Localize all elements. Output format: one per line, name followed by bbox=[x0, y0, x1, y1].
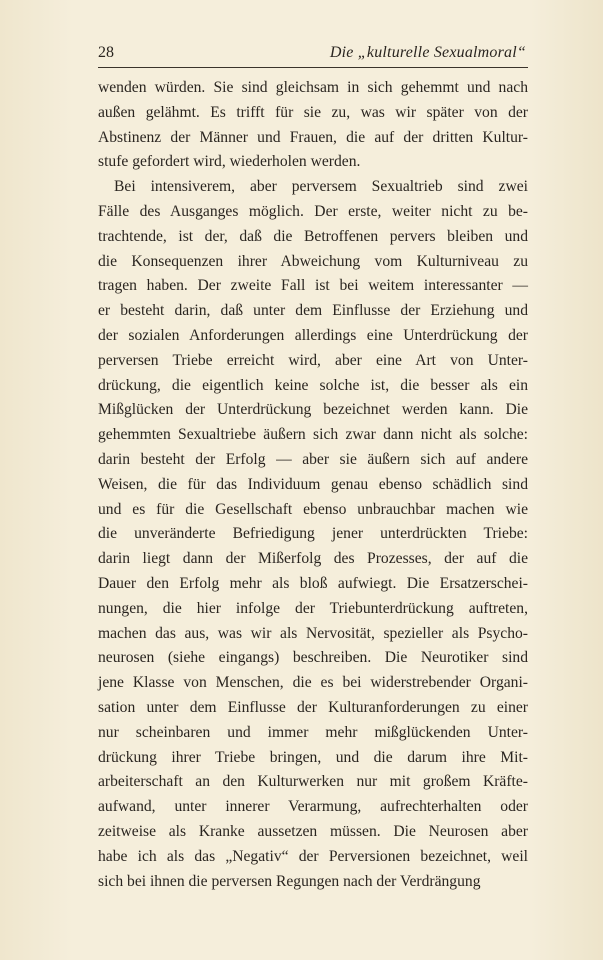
header-rule bbox=[98, 67, 528, 68]
text-line: darin liegt dann der Mißerfolg des Prozesses, der auf die bbox=[98, 550, 528, 568]
text-line: nungen, die hier infolge der Triebunterdrückung auftreten, bbox=[98, 599, 528, 617]
body-text bbox=[98, 76, 528, 894]
text-line: die unveränderte Befriedigung jener unterdrückten Triebe: bbox=[98, 525, 528, 543]
text-line: Weisen, die für das Individuum genau ebenso schädlich sind bbox=[98, 475, 528, 493]
running-title: Die „kulturelle Sexualmoral“ bbox=[329, 44, 526, 61]
text-line: drückung ihrer Triebe bringen, und die darum ihre Mit- bbox=[98, 748, 528, 766]
text-line: Mißglücken der Unterdrückung bezeichnet werden kann. Die bbox=[98, 401, 528, 419]
text-line: stufe gefordert wird, wiederholen werden. bbox=[98, 153, 361, 171]
text-line: und es für die Gesellschaft ebenso unbrauchbar machen wie bbox=[98, 500, 528, 518]
text-line: perversen Triebe erreicht wird, aber eine Art von Unter- bbox=[98, 351, 528, 369]
text-line: tragen haben. Der zweite Fall ist bei weitem interessanter — bbox=[98, 277, 528, 295]
page-number: 28 bbox=[98, 44, 114, 61]
text-line: habe ich als das „Negativ“ der Perversionen bezeichnet, weil bbox=[98, 847, 528, 865]
text-line: außen gelähmt. Es trifft für sie zu, was wir später von der bbox=[98, 103, 528, 121]
page-header bbox=[98, 44, 526, 68]
text-line: machen das aus, was wir als Nervosität, spezieller als Psycho- bbox=[98, 624, 528, 642]
text-line: wenden würden. Sie sind gleichsam in sich gehemmt und nach bbox=[98, 79, 528, 96]
text-line: Abstinenz der Männer und Frauen, die auf der dritten Kultur- bbox=[98, 128, 528, 146]
text-line: die Konsequenzen ihrer Abweichung vom Kulturniveau zu bbox=[98, 252, 528, 270]
text-line: sich bei ihnen die perversen Regungen nach der Verdrängung bbox=[98, 872, 481, 890]
text-line: trachtende, ist der, daß die Betroffenen pervers bleiben und bbox=[98, 227, 528, 245]
text-line: arbeiterschaft an den Kulturwerken nur mit großem Kräfte- bbox=[98, 773, 528, 791]
text-line: drückung, die eigentlich keine solche ist, die besser als ein bbox=[98, 376, 528, 394]
text-line: der sozialen Anforderungen allerdings eine Unterdrückung der bbox=[98, 326, 528, 344]
text-line: gehemmten Sexualtriebe äußern sich zwar dann nicht als solche: bbox=[98, 426, 528, 444]
text-line: Dauer den Erfolg mehr als bloß aufwiegt. Die Ersatzerschei- bbox=[98, 574, 528, 592]
text-line: jene Klasse von Menschen, die es bei widerstrebender Organi- bbox=[98, 674, 528, 692]
text-line: Fälle des Ausganges möglich. Der erste, weiter nicht zu be- bbox=[98, 202, 528, 220]
text-line: er besteht darin, daß unter dem Einflusse der Erziehung und bbox=[98, 302, 528, 320]
text-line: darin besteht der Erfolg — aber sie äußern sich auf andere bbox=[98, 450, 528, 468]
text-line: Bei intensiverem, aber perversem Sexualtrieb sind zwei bbox=[114, 178, 528, 196]
text-line: aufwand, unter innerer Verarmung, aufrechterhalten oder bbox=[98, 798, 528, 816]
text-line: sation unter dem Einflusse der Kulturanforderungen zu einer bbox=[98, 698, 528, 716]
text-line: zeitweise als Kranke aussetzen müssen. Die Neurosen aber bbox=[98, 822, 528, 840]
text-line: neurosen (siehe eingangs) beschreiben. Die Neurotiker sind bbox=[98, 649, 528, 667]
text-line: nur scheinbaren und immer mehr mißglückenden Unter- bbox=[98, 723, 528, 741]
